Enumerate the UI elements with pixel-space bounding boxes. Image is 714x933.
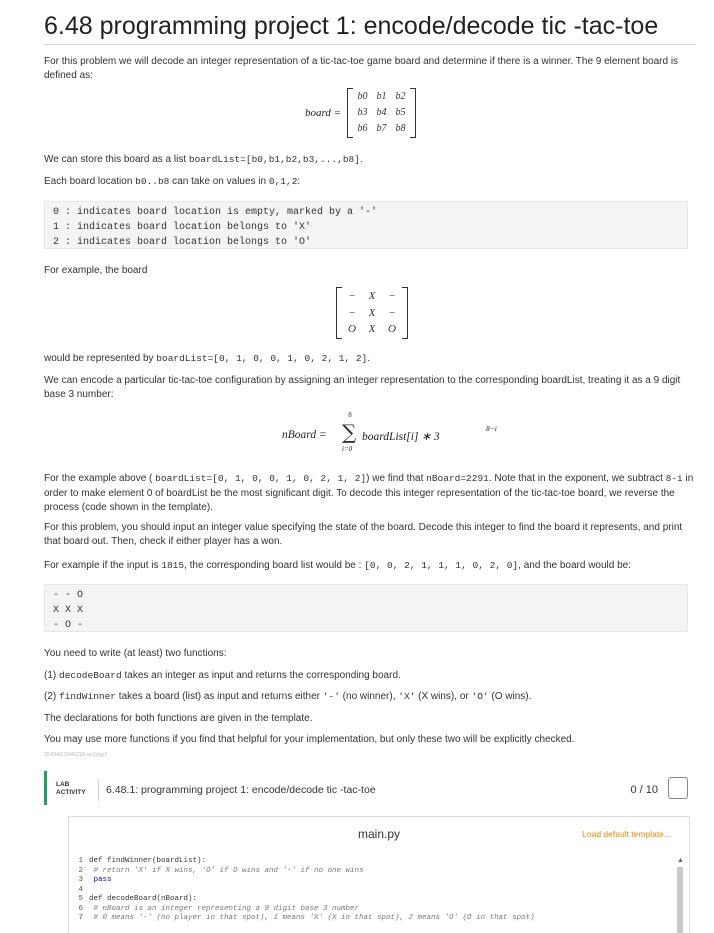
board-cell: b7 <box>376 123 387 134</box>
formula-lhs: nBoard = <box>282 429 327 441</box>
board-cell: b3 <box>357 107 368 118</box>
inline-code: boardList=[0, 1, 0, 0, 1, 0, 2, 1, 2] <box>156 353 368 364</box>
right-bracket <box>410 88 416 138</box>
completion-checkbox-icon <box>668 777 688 799</box>
editor-scrollbar[interactable] <box>677 857 683 933</box>
lab-accent-bar <box>44 771 47 805</box>
board-cell: − <box>348 306 356 319</box>
task-paragraph: For this problem, you should input an integer value specifying the state of the board. Decode this integer to find the board it represents, and print that board out. Then, check if either player has a won. <box>44 522 683 547</box>
inline-code: boardList=[b0,b1,b2,b3,...,b8] <box>188 154 360 165</box>
declarations-paragraph: The declarations for both functions are given in the template. <box>44 713 313 724</box>
board-cell: − <box>388 290 396 303</box>
code-line: 5 def decodeBoard(nBoard): <box>78 895 198 903</box>
code-line: 1 def findWinner(boardList): <box>78 857 207 865</box>
code-editor[interactable] <box>68 816 690 933</box>
sum-symbol: ∑ <box>342 420 357 444</box>
lab-activity-name: 6.48.1: programming project 1: encode/decode tic -tac-toe <box>106 784 376 796</box>
legend-line: 2 : indicates board location belongs to 'O' <box>53 237 312 248</box>
lab-score: 0 / 10 <box>630 784 658 796</box>
input-example-paragraph: For example if the input is 1815, the corresponding board list would be : [0, 0, 2, 1, 1, 1, 0, 2, 0], and the board would be: <box>44 560 632 571</box>
sum-bottom: i=0 <box>342 445 353 453</box>
board-cell: b4 <box>376 107 387 118</box>
board-cell: b8 <box>395 123 406 134</box>
board-cell: X <box>368 323 376 336</box>
problem-id: 354942.2346220.qx3zqy7 <box>44 752 108 758</box>
inline-code: [0, 0, 2, 1, 1, 1, 0, 2, 0] <box>364 560 519 571</box>
code-line: 4 <box>78 885 83 894</box>
code-area[interactable] <box>73 857 535 924</box>
code-line: 7 # 0 means '-' (no player in that spot), 1 means 'X' (X in that spot), 2 means 'O' (O in that spot) <box>78 914 535 922</box>
code-line: 2 # return 'X' if X wins, 'O' if O wins and '-' if no one wins <box>78 866 364 875</box>
lab-activity-header <box>44 771 688 815</box>
title-divider <box>44 44 696 45</box>
page-title: 6.48 programming project 1: encode/decode tic -tac-toe <box>44 12 659 40</box>
functions-intro: You need to write (at least) two functions: <box>44 648 227 659</box>
scroll-up-icon[interactable]: ▲ <box>677 857 684 864</box>
inline-code: b0..b8 <box>135 176 170 187</box>
encoding-formula <box>282 411 522 457</box>
more-functions-paragraph: You may use more functions if you find that helpful for your implementation, but only these two will be explicitly checked. <box>44 734 575 745</box>
board-cell: O <box>388 323 396 336</box>
board-cell: X <box>368 290 376 303</box>
output-line: X X X <box>53 605 84 616</box>
board-cell: − <box>388 306 396 319</box>
formula-exponent: 8−i <box>486 424 497 433</box>
example-intro: For example, the board <box>44 265 148 276</box>
code-line: 3 pass <box>78 876 112 884</box>
inline-code: '-' <box>322 691 340 702</box>
inline-code: 0,1,2 <box>268 176 298 187</box>
board-definition <box>305 88 416 138</box>
board-cell: − <box>348 290 356 303</box>
function2-description: (2) findWinner takes a board (list) as input and returns either '-' (no winner), 'X' (X wins), or 'O' (O wins). <box>44 691 532 702</box>
store-paragraph: We can store this board as a list boardList=[b0,b1,b2,b3,...,b8]. <box>44 154 363 165</box>
intro-paragraph: For this problem we will decode an integer representation of a tic-tac-toe game board and determine if there is a winner. The 9 element board is defined as: <box>44 56 679 81</box>
inline-code: 1815 <box>161 560 185 571</box>
output-code-block <box>44 584 688 632</box>
editor-filename: main.py <box>357 827 401 841</box>
inline-code: nBoard=2291 <box>426 473 489 484</box>
load-default-template-link[interactable]: Load default template... <box>582 829 671 839</box>
board-cell: b0 <box>357 91 368 102</box>
code-line: 6 # nBoard is an integer representing a 9 digit base 3 number <box>78 904 360 913</box>
location-paragraph: Each board location b0..b8 can take on values in 0,1,2: <box>44 176 301 187</box>
inline-code: 8-i <box>665 473 683 484</box>
example-board <box>336 287 408 339</box>
board-cell: b2 <box>395 91 406 102</box>
output-line: - O - <box>53 620 84 631</box>
board-cell: b6 <box>357 123 368 134</box>
represented-paragraph: would be represented by boardList=[0, 1, 0, 0, 1, 0, 2, 1, 2]. <box>44 353 371 364</box>
formula-term: boardList[i] ∗ 3 <box>362 431 440 443</box>
lab-activity-tag: LAB ACTIVITY <box>56 781 86 796</box>
board-cell: O <box>348 323 356 336</box>
inline-code: decodeBoard <box>59 670 122 681</box>
function1-description: (1) decodeBoard takes an integer as input and returns the corresponding board. <box>44 670 401 681</box>
legend-line: 0 : indicates board location is empty, marked by a '-' <box>53 207 378 218</box>
legend-line: 1 : indicates board location belongs to 'X' <box>53 222 312 233</box>
board-cell: b5 <box>395 107 406 118</box>
legend-code-block <box>44 201 688 249</box>
board-cell: X <box>368 306 376 319</box>
sum-top: 8 <box>348 411 352 419</box>
example-explanation: For the example above ( boardList=[0, 1, 0, 0, 1, 0, 2, 1, 2]) we find that nBoard=2291. Note that in the exponent, we subtract 8-i in order to make element 0 of boardList be the most significant digit. To decode this integer representation of the tic-tac-toe board, we reverse the process (code shown in the template). <box>44 473 694 513</box>
inline-code: 'X' <box>398 691 416 702</box>
output-line: - - O <box>53 590 84 601</box>
inline-code: boardList=[0, 1, 0, 0, 1, 0, 2, 1, 2] <box>155 473 367 484</box>
inline-code: findWinner <box>59 691 117 702</box>
board-cell: b1 <box>376 91 387 102</box>
inline-code: 'O' <box>471 691 489 702</box>
board-label: board = <box>305 107 342 119</box>
encode-paragraph: We can encode a particular tic-tac-toe configuration by assigning an integer representation to the corresponding boardList, treating it as a 9 digit base 3 number: <box>44 375 681 400</box>
scrollbar-thumb[interactable] <box>677 867 683 933</box>
